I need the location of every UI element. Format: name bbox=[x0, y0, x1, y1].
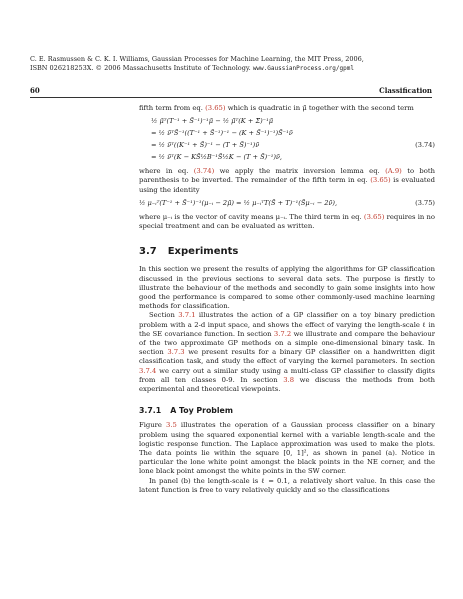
equation-3-75 bbox=[139, 198, 435, 209]
chapter-title: Classification bbox=[379, 86, 432, 95]
section-number: 3.7 bbox=[139, 246, 157, 258]
section-title: Experiments bbox=[167, 246, 239, 258]
eq-ref[interactable]: (3.65) bbox=[363, 212, 385, 221]
subsection-number: 3.7.1 bbox=[139, 406, 162, 416]
equation-number: (3.74) bbox=[415, 141, 435, 150]
page-number: 60 bbox=[30, 86, 40, 95]
eq-line: = ½ ν̃ᵀS̃⁻¹((T⁻¹ + S̃⁻¹)⁻¹ − (K + S̃⁻¹)⁻¹)S̃⁻¹ν̃ bbox=[151, 129, 293, 138]
paragraph: where μ₋ᵢ is the vector of cavity means μ₋ᵢ. The third term in eq. (3.65) requires in no special treatment and can be evaluated as written. bbox=[139, 212, 435, 231]
paragraph: In this section we present the results of applying the algorithms for GP classification discussed in the previous sections to several data sets. The purpose is firstly to illustrate the behaviour of the methods and secondly to gain some insights into how good the performance is compared to some other commonly-used machine learning methods for classification. bbox=[139, 265, 435, 311]
paragraph: In panel (b) the length-scale is ℓ = 0.1, a relatively short value. In this case the latent function is free to vary relatively quickly and so the classifications bbox=[139, 476, 435, 494]
copyright-line-1: C. E. Rasmussen & C. K. I. Williams, Gaussian Processes for Machine Learning, the MIT Press, 2006, bbox=[30, 55, 364, 63]
eq-line: = ½ ν̃ᵀ((K⁻¹ + S̃)⁻¹ − (T + S̃)⁻¹)ν̃ bbox=[151, 141, 260, 150]
header-rule bbox=[30, 97, 432, 98]
eq-line: = ½ ν̃ᵀ(K − KS̃½B⁻¹S̃½K − (T + S̃)⁻¹)ν̃, bbox=[151, 153, 283, 162]
section-ref[interactable]: 3.7.2 bbox=[273, 329, 292, 338]
subsection-heading bbox=[139, 406, 435, 415]
page-body bbox=[139, 104, 435, 495]
section-ref[interactable]: 3.8 bbox=[283, 375, 295, 384]
section-ref[interactable]: 3.7.4 bbox=[139, 366, 157, 375]
eq-ref[interactable]: (A.9) bbox=[385, 167, 402, 176]
eq-ref[interactable]: (3.65) bbox=[370, 176, 391, 185]
section-heading bbox=[139, 247, 435, 256]
paragraph: where in eq. (3.74) we apply the matrix inversion lemma eq. (A.9) to both parenthesis to be inverted. The remainder of the fifth term in eq. (3.65) is evaluated using the identity bbox=[139, 167, 435, 194]
figure-ref[interactable]: 3.5 bbox=[166, 421, 177, 430]
copyright-url[interactable]: www.GaussianProcess.org/gpml bbox=[252, 65, 354, 72]
eq-line: ½ μ̃ᵀ(T⁻¹ + S̃⁻¹)⁻¹μ̃ − ½ μ̃ᵀ(K + Σ̃)⁻¹μ̃ bbox=[151, 117, 274, 126]
equation-3-74 bbox=[139, 116, 435, 163]
section-ref[interactable]: 3.7.3 bbox=[167, 348, 185, 357]
eq-line: ½ μ₋ᵢᵀ(T⁻¹ + S̃⁻¹)⁻¹(μ₋ᵢ − 2μ̃) = ½ μ₋ᵢᵀT(S̃ + T)⁻¹(S̃μ₋ᵢ − 2ν̃), bbox=[139, 198, 338, 207]
running-header bbox=[30, 86, 432, 95]
copyright-notice bbox=[30, 55, 440, 73]
intro-paragraph: fifth term from eq. (3.65) which is quadratic in μ̃ together with the second term bbox=[139, 104, 414, 112]
paragraph: Section 3.7.1 illustrates the action of a GP classifier on a toy binary prediction problem with a 2-d input space, and shows the effect of varying the length-scale ℓ in the SE covariance function. In section 3.7.2 we illustrate and compare the behaviour of the two approximate GP methods on a simple one-dimensional binary task. In section 3.7.3 we present results for a binary GP classifier on a handwritten digit classification task, and study the effect of varying the kernel parameters. In section 3.7.4 we carry out a similar study using a multi-class GP classifier to classify digits from all ten classes 0-9. In section 3.8 we discuss the methods from both experimental and theoretical viewpoints. bbox=[139, 311, 436, 394]
eq-ref[interactable]: (3.65) bbox=[205, 104, 226, 112]
section-ref[interactable]: 3.7.1 bbox=[178, 311, 196, 320]
subsection-title: A Toy Problem bbox=[170, 406, 233, 416]
paragraph: Figure 3.5 illustrates the operation of a Gaussian process classifier on a binary problem using the squared exponential kernel with a variable length-scale and the logistic response function. The Laplace approximation was used to make the plots. The data points lie within the square [0, 1]², as shown in panel (a). Notice in particular the lone white point amongst the black points in the NE corner, and the lone black point amongst the white points in the SW corner. bbox=[139, 421, 435, 476]
copyright-isbn: ISBN 026218253X. © 2006 Massachusetts Institute of Technology. bbox=[30, 64, 251, 72]
copyright-line-2 bbox=[30, 64, 440, 73]
eq-ref[interactable]: (3.74) bbox=[193, 167, 215, 176]
equation-number: (3.75) bbox=[415, 198, 435, 207]
